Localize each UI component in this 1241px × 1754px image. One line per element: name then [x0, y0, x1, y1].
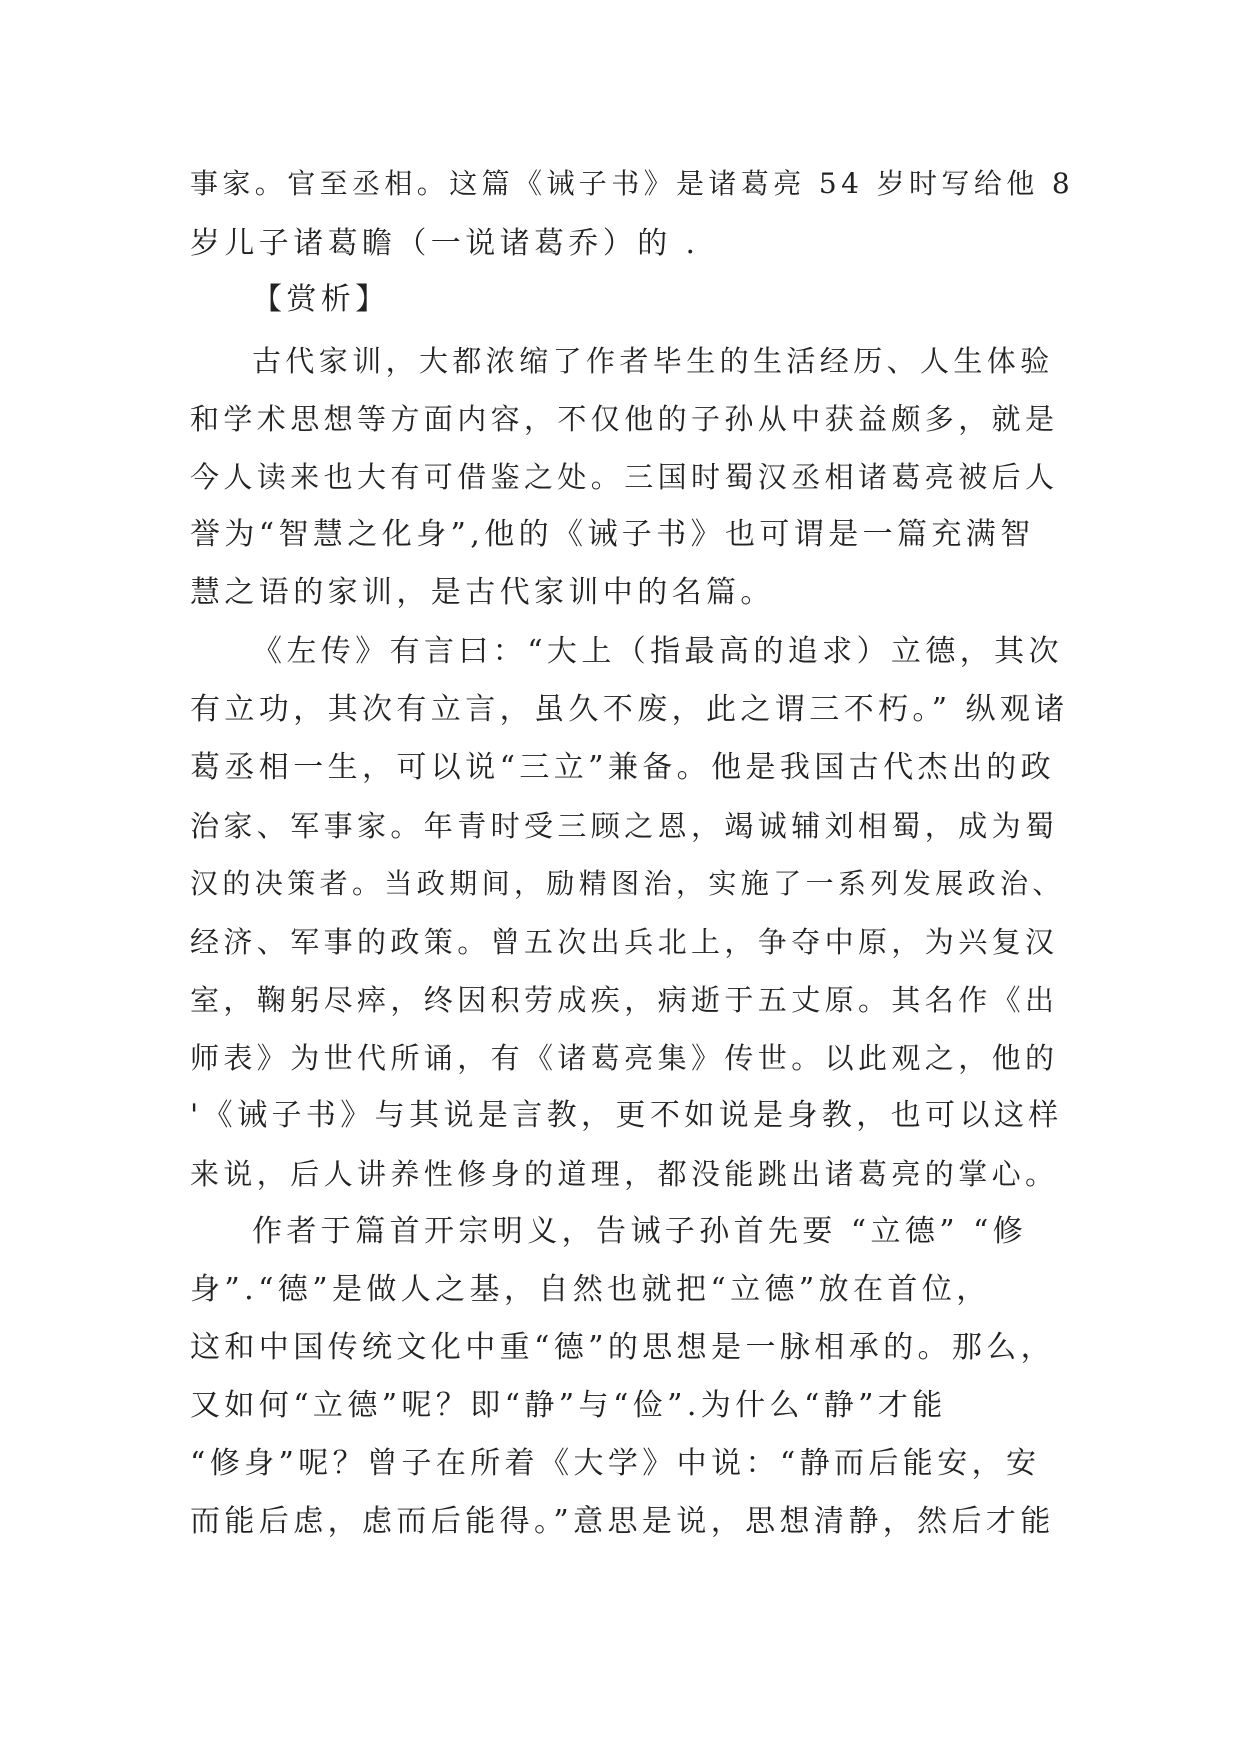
text-line: 岁儿子诸葛瞻（一说诸葛乔）的 . [190, 226, 700, 261]
text-line: 《左传》有言曰：“大上（指最高的追求）立德，其次 [252, 634, 1063, 669]
text-line: 今人读来也大有可借鉴之处。三国时蜀汉丞相诸葛亮被后人 [190, 460, 1059, 494]
text-line: 慧之语的家训，是古代家训中的名篇。 [190, 575, 775, 610]
text-line: 古代家训，大都浓缩了作者毕生的生活经历、人生体验 [252, 344, 1054, 378]
text-line: 有立功，其次有立言，虽久不废，此之谓三不朽。” 纵观诸 [190, 692, 1069, 727]
text-line: 这和中国传统文化中重“德”的思想是一脉相承的。那么， [190, 1330, 1056, 1365]
text-line: 作者于篇首开宗明义，告诫子孙首先要 “立德” “修 [252, 1214, 1028, 1249]
text-line: 和学术思想等方面内容，不仅他的子孙从中获益颇多，就是 [190, 402, 1059, 436]
text-line: 事家。官至丞相。这篇《诫子书》是诸葛亮 54 岁时写给他 8 [190, 167, 1075, 200]
text-line: 身”.“德”是做人之基，自然也就把“立德”放在首位， [190, 1272, 991, 1307]
text-line: “修身”呢？曾子在所着《大学》中说：“静而后能安，安 [190, 1446, 1041, 1481]
text-line: 汉的决策者。当政期间，励精图治，实施了一系列发展政治、 [190, 867, 1065, 900]
text-line: 师表》为世代所诵，有《诸葛亮集》传世。以此观之，他的 [190, 1041, 1059, 1075]
text-line: 经济、军事的政策。曾五次出兵北上，争夺中原，为兴复汉 [190, 925, 1059, 959]
text-line: '《诫子书》与其说是言教，更不如说是身教，也可以这样 [190, 1098, 1063, 1133]
text-line: 而能后虑，虑而后能得。”意思是说，思想清静，然后才能 [190, 1504, 1055, 1539]
text-line: 治家、军事家。年青时受三顾之恩，竭诚辅刘相蜀，成为蜀 [190, 809, 1059, 843]
text-line: 室，鞠躬尽瘁，终因积劳成疾，病逝于五丈原。其名作《出 [190, 983, 1059, 1017]
text-line: 誉为“智慧之化身”,他的《诫子书》也可谓是一篇充满智 [190, 517, 1035, 552]
text-line: 葛丞相一生，可以说“三立”兼备。他是我国古代杰出的政 [190, 750, 1056, 785]
text-line: 又如何“立德”呢？即“静”与“俭”.为什么“静”才能 [190, 1388, 947, 1423]
section-heading: 【赏析】 [252, 282, 390, 317]
text-line: 来说，后人讲养性修身的道理，都没能跳出诸葛亮的掌心。 [190, 1157, 1059, 1191]
